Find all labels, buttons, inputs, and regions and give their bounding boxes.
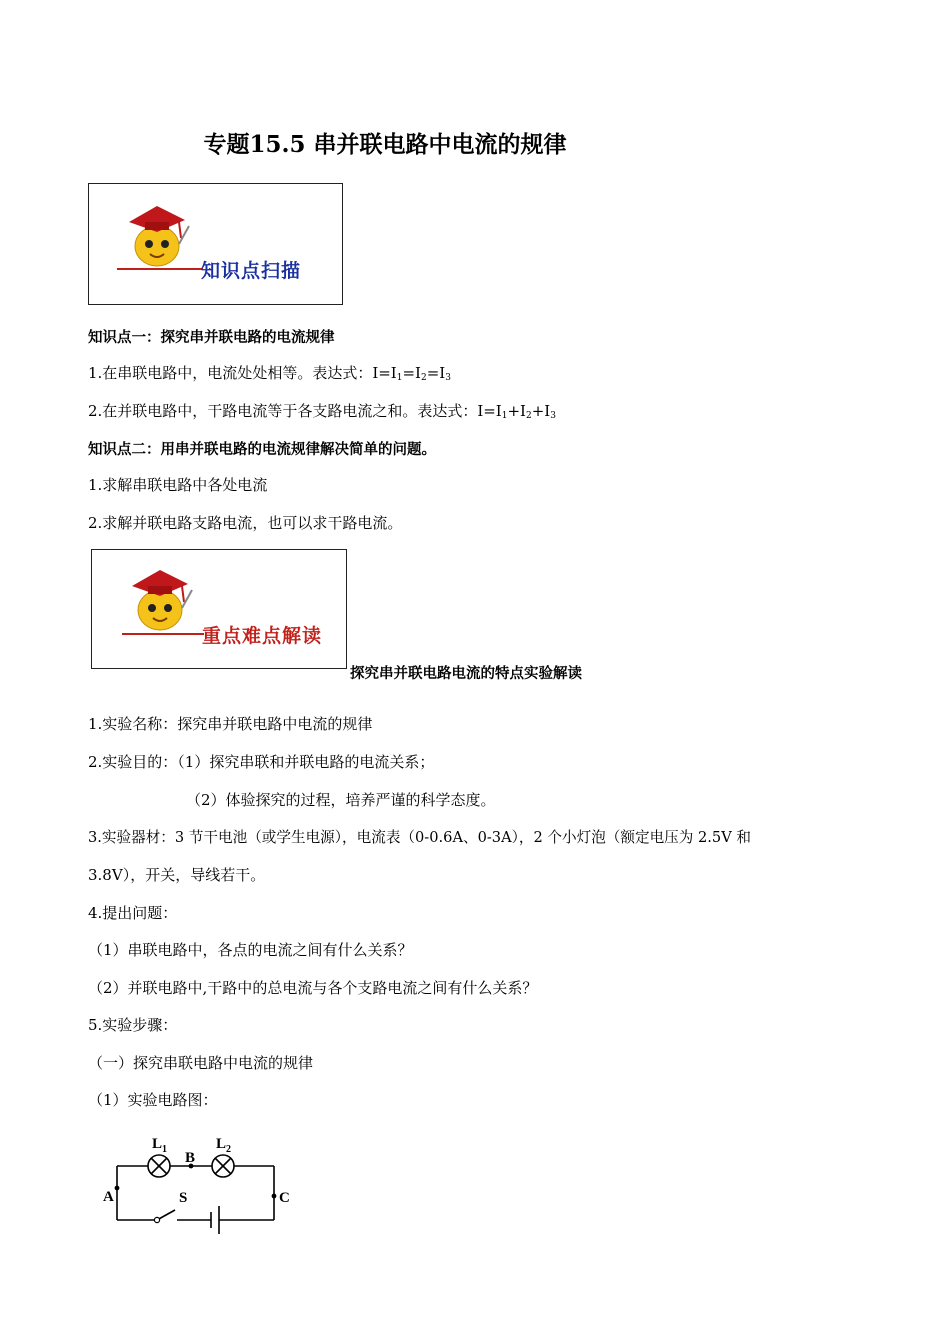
text-line: 2.实验目的：（1）探究串联和并联电路的电流关系； (88, 753, 435, 771)
mascot-graduate-icon (117, 194, 197, 274)
switch-s-label: S (179, 1190, 188, 1206)
banner-underline (117, 268, 203, 270)
text-line: （1）实验电路图： (88, 1091, 218, 1109)
text-line: 4.提出问题： (88, 904, 178, 922)
section-heading: 探究串并联电路电流的特点实验解读 (350, 666, 582, 682)
text-line: 2.求解并联电路支路电流，也可以求干路电流。 (88, 514, 403, 532)
point-c-label: C (279, 1190, 290, 1206)
knowledge-scan-banner (88, 183, 343, 305)
point-a-label: A (103, 1189, 114, 1205)
text-line: 3.实验器材：3 节干电池（或学生电源），电流表（0-0.6A、0-3A），2 个小灯泡（额定电压为 2.5V 和 (88, 829, 751, 846)
text-line: （一）探究串联电路中电流的规律 (88, 1054, 314, 1072)
text-line: 5.实验步骤： (88, 1016, 178, 1034)
banner-label: 知识点扫描 (201, 260, 302, 282)
section-heading: 知识点一：探究串并联电路的电流规律 (88, 330, 335, 346)
key-points-banner (91, 549, 347, 669)
point-b-label: B (185, 1150, 196, 1166)
mascot-graduate-icon (120, 558, 200, 638)
text-line: 1.求解串联电路中各处电流 (88, 476, 268, 494)
section-heading: 知识点二：用串并联电路的电流规律解决简单的问题。 (88, 442, 436, 458)
series-circuit-diagram (95, 1128, 305, 1240)
text-line: 3.8V），开关，导线若干。 (88, 866, 266, 884)
text-line: （2）体验探究的过程，培养严谨的科学态度。 (186, 791, 496, 809)
text-line: （1）串联电路中，各点的电流之间有什么关系？ (88, 941, 413, 959)
lamp-l1-label: $L_1$ (152, 1136, 168, 1155)
formula-line-parallel: 2.在并联电路中，干路电流等于各支路电流之和。表达式：$I=I_1+I_2+I_3$ (88, 402, 556, 421)
banner-underline (122, 633, 204, 635)
banner-label: 重点难点解读 (202, 625, 323, 647)
text-line: 1.实验名称：探究串并联电路中电流的规律 (88, 715, 373, 733)
page-title: 专题15.5 串并联电路中电流的规律 (203, 131, 567, 158)
formula-line-series: 1.在串联电路中，电流处处相等。表达式：$I=I_1=I_2=I_3$ (88, 364, 451, 383)
text-line: （2）并联电路中,干路中的总电流与各个支路电流之间有什么关系？ (88, 979, 538, 997)
lamp-l2-label: $L_2$ (216, 1136, 232, 1155)
